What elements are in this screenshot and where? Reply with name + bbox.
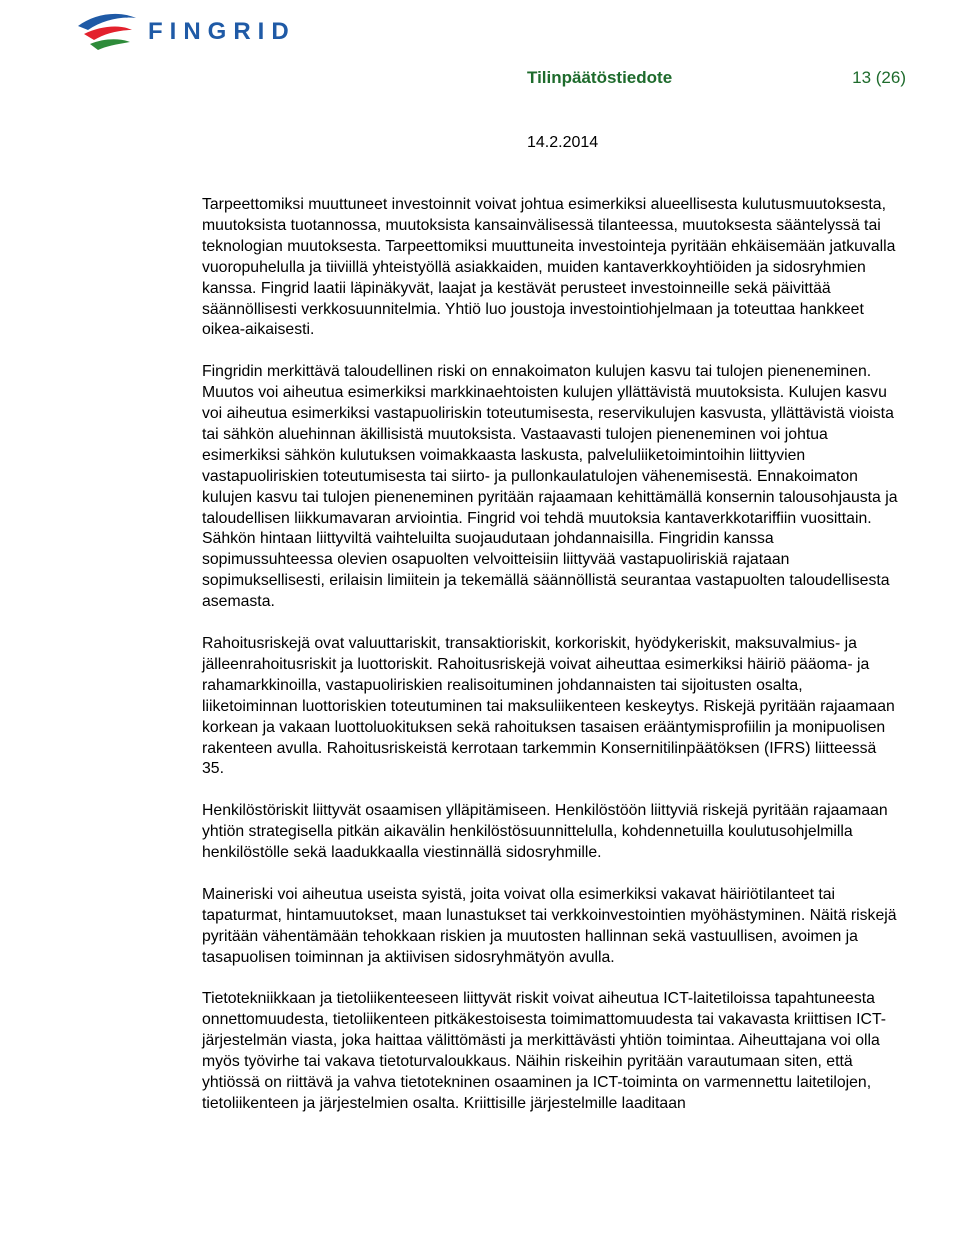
document-date: 14.2.2014 (527, 134, 599, 151)
fingrid-logo-mark (74, 4, 304, 56)
document-title: Tilinpäätöstiedote (527, 68, 673, 87)
paragraph-financial-risk: Fingridin merkittävä taloudellinen riski on ennakoimaton kulujen kasvu tai tulojen pieneneminen. Muutos voi aiheutua esimerkiksi markkinaehtoisten kulujen yllättävistä muutoksista. Kulujen kasvu voi aiheutua esimerkiksi vastapuoliriskin toteutumisesta, reservikulujen kasvusta, yllättävistä vioista tai sähkön aluehinnan äkillisistä muutoksista. Vastaavasti tulojen pieneneminen voi johtua esimerkiksi sähkön kulutuksen voimakkaasta laskusta, palveluliiketoimintoihin liittyvien vastapuoliriskien toteutumisesta tai siirto- ja pullonkaulatulojen vähenemisestä. Ennakoimaton kulujen kasvu tai tulojen pieneneminen pyritään rajaamaan kehittämällä konsernin talousohjausta ja taloudellisen liikkumavaran arviointia. Fingrid voi tehdä muutoksia kantaverkkotariffiin vuosittain. Sähkön hintaan liittyviltä vaihteluilta suojaudutaan johdannaisilla. Fingridin kanssa sopimussuhteessa olevien osapuolten velvoitteisiin liittyvää vastapuoliriskiä rajataan sopimuksellisesti, erilaisin limiitein ja tekemällä säännöllistä seurantaa vastapuolten taloudellisesta asemasta. (202, 363, 898, 611)
fingrid-logo (74, 4, 304, 56)
paragraph-funding-risks: Rahoitusriskejä ovat valuuttariskit, transaktioriskit, korkoriskit, hyödykeriskit, maksuvalmius- ja jälleenrahoitusriskit ja luottoriskit. Rahoitusriskejä voivat aiheuttaa esimerkiksi häiriö pääoma- ja rahamarkkinoilla, vastapuoliriskien realisoituminen johdannaisten tai sijoitusten osalta, liiketoiminnan luottoriskien toteutuminen tai maksuliikenteen keskeytys. Riskejä pyritään rajaamaan korkean ja vakaan luottoluokituksen sekä rahoituksen tasaisen erääntymisprofiilin ja monipuolisen rakenteen avulla. Rahoitusriskeistä kerrotaan tarkemmin Konsernitilinpäätöksen (IFRS) liitteessä 35. (202, 635, 895, 778)
paragraph-investments: Tarpeettomiksi muuttuneet investoinnit voivat johtua esimerkiksi alueellisesta kulutusmuutoksesta, muutoksista tuotannossa, muutoksista kansainvälisessä tilanteessa, muutoksesta sääntelyssä tai teknologian muutoksesta. Tarpeettomiksi muuttuneita investointeja pyritään ehkäisemään jatkuvalla vuoropuhelulla ja tiiviillä yhteistyöllä asiakkaiden, muiden kantaverkkoyhtiöiden ja sidosryhmien kanssa. Fingrid laatii läpinäkyvät, laajat ja kestävät perusteet investoinneille sekä päivittää säännöllisesti verkkosuunnitelmia. Yhtiö luo joustoja investointiohjelmaan ja toteuttaa hankkeet oikea-aikaisesti. (202, 196, 896, 339)
paragraph-personnel-risks: Henkilöstöriskit liittyvät osaamisen ylläpitämiseen. Henkilöstöön liittyviä riskejä pyritään rajaamaan yhtiön strategisella pitkän aikavälin henkilöstösuunnittelulla, kohdennetuilla koulutusohjelmilla henkilöstölle sekä laadukkaalla viestinnällä sidosryhmille. (202, 802, 888, 862)
svg-text:FINGRID: FINGRID (148, 18, 296, 45)
paragraph-reputation-risk: Maineriski voi aiheutua useista syistä, joita voivat olla esimerkiksi vakavat häiriötilanteet tai tapaturmat, hintamuutokset, maan lunastukset tai verkkoinvestointien myöhästyminen. Näitä riskejä pyritään vähentämään tehokkaan riskien ja muutosten hallinnan sekä vastuullisen, avoimen ja tasapuolisen toiminnan ja aktiivisen sidosryhmätyön avulla. (202, 885, 897, 966)
page-number: 13 (26) (852, 68, 906, 87)
paragraph-ict-risks: Tietotekniikkaan ja tietoliikenteeseen liittyvät riskit voivat aiheutua ICT-laitetiloissa tapahtuneesta onnettomuudesta, tietoliikenteen pitkäkestoisesta toimimattomuudesta tai vakavasta kriittisen ICT-järjestelmän viasta, joka haittaa välittömästi ja merkittävästi yhtiön toimintaa. Aiheuttajana voi olla myös työvirhe tai vakava tietoturvaloukkaus. Näihin riskeihin pyritään varautumaan siten, että yhtiössä on riittävä ja vahva tietotekninen osaaminen ja ICT-toiminta on varmennettu laitetilojen, tietoliikenteen ja järjestelmien osalta. Kriittisille järjestelmille laaditaan (202, 990, 886, 1112)
document-body (202, 195, 902, 1136)
